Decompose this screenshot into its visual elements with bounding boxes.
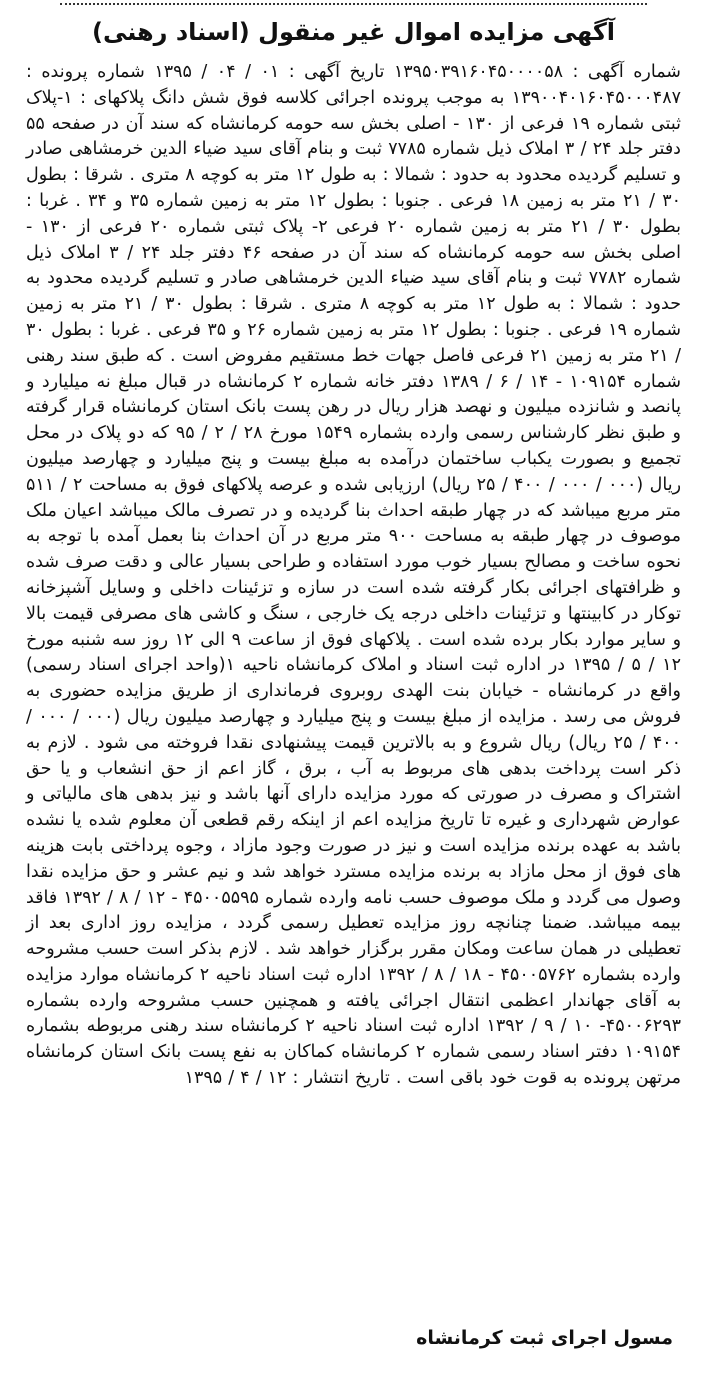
notice-body: [26, 60, 681, 1092]
signature: مسول اجرای ثبت کرمانشاه: [416, 1327, 673, 1349]
notice-paragraph: شماره آگهی : ۱۳۹۵۰۳۹۱۶۰۴۵۰۰۰۰۵۸ تاریخ آگهی : ۰۱ / ۰۴ / ۱۳۹۵ شماره پرونده : ۱۳۹۰۰۴۰۱۶۰۴۵۰۰۰۴۸۷ به موجب پرونده اجرائی کلاسه فوق شش دانگ پلاکهای : ۱-پلاک ثبتی شماره ۱۹ فرعی از ۱۳۰ - اصلی بخش سه حومه کرمانشاه که سند آن در صفحه ۵۵ دفتر جلد ۲۴ / ۳ املاک ذیل شماره ۷۷۸۵ ثبت و بنام آقای سید ضیاء الدین خرمشاهی صادر و تسلیم گردیده محدود به حدود : شمالا : به طول ۱۲ متر به کوچه ۸ متری . شرقا : بطول ۳۰ / ۲۱ متر به زمین ۱۸ فرعی . جنوبا : بطول ۱۲ متر به زمین شماره ۳۵ و ۳۴ . غربا : بطول ۳۰ / ۲۱ متر به زمین شماره ۲۰ فرعی ۲- پلاک ثبتی شماره ۲۰ فرعی از ۱۳۰ - اصلی بخش سه حومه کرمانشاه که سند آن در صفحه ۴۶ دفتر جلد ۲۴ / ۳ املاک ذیل شماره ۷۷۸۲ ثبت و بنام آقای سید ضیاء الدین خرمشاهی صادر و تسلیم گردیده محدود به حدود : شمالا : به طول ۱۲ متر به کوچه ۸ متری . شرقا : بطول ۳۰ / ۲۱ متر به زمین شماره ۱۹ فرعی . جنوبا : بطول ۱۲ متر به زمین شماره ۲۶ و ۳۵ فرعی . غربا : بطول ۳۰ / ۲۱ متر به زمین ۲۱ فرعی فاصل جهات خط مستقیم مفروض است . که طبق سند رهنی شماره ۱۰۹۱۵۴ - ۱۴ / ۶ / ۱۳۸۹ دفتر خانه شماره ۲ کرمانشاه در قبال مبلغ نه میلیارد و پانصد و شانزده میلیون و نهصد هزار ریال در رهن پست بانک استان کرمانشاه قرار گرفته و طبق نظر کارشناس رسمی وارده بشماره ۱۵۴۹ مورخ ۲۸ / ۲ / ۹۵ که دو پلاک در محل تجمیع و بصورت یکباب ساختمان درآمده به مبلغ بیست و پنج میلیارد و چهارصد میلیون ریال (۰۰۰ / ۰۰۰ / ۴۰۰ / ۲۵ ریال) ارزیابی شده و عرصه پلاکهای فوق به مساحت ۲ / ۵۱۱ متر مربع میباشد که در چهار طبقه احداث بنا گردیده و در تصرف مالک میباشد اعیان ملک موصوف در چهار طبقه به مساحت ۹۰۰ متر مربع در آن احداث بنا بعمل آمده با توجه به نحوه ساخت و مصالح بسیار خوب مورد استفاده و طراحی بسیار عالی و دقت صرف شده و ظرافتهای اجرائی بکار گرفته شده است در سازه و تزئینات داخلی و وسایل آشپزخانه توکار در کابینتها و تزئینات داخلی درجه یک خارجی ، سنگ و کاشی های مصرفی قیمت بالا و سایر موارد بکار برده شده است . پلاکهای فوق از ساعت ۹ الی ۱۲ روز سه شنبه مورخ ۱۲ / ۵ / ۱۳۹۵ در اداره ثبت اسناد و املاک کرمانشاه ناحیه ۱(واحد اجرای اسناد رسمی) واقع در کرمانشاه - خیابان بنت الهدی روبروی فرمانداری از طریق مزایده حضوری به فروش می رسد . مزایده از مبلغ بیست و پنج میلیارد و چهارصد میلیون ریال (۰۰۰ / ۰۰۰ / ۴۰۰ / ۲۵ ریال) ریال شروع و به بالاترین قیمت پیشنهادی نقدا فروخته می شود . لازم به ذکر است پرداخت بدهی های مربوط به آب ، برق ، گاز اعم از حق انشعاب و یا حق اشتراک و مصرف در صورتی که مورد مزایده دارای آنها باشد و نیز بدهی های مالیاتی و عوارض شهرداری و غیره تا تاریخ مزایده اعم از اینکه رقم قطعی آن معلوم شده یا نشده باشد به عهده برنده مزایده است و نیز در صورت وجود مازاد ، وجوه پرداختی بابت هزینه های فوق از محل مازاد به برنده مزایده مسترد خواهد شد و نیم عشر و حق مزایده نقدا وصول می گردد و ملک موصوف حسب نامه وارده شماره ۴۵۰۰۵۵۹۵ - ۱۲ / ۸ / ۱۳۹۲ فاقد بیمه میباشد. ضمنا چنانچه روز مزایده تعطیل رسمی گردد ، مزایده روز اداری بعد از تعطیلی در همان ساعت ومکان مقرر برگزار خواهد شد . لازم بذکر است حسب مشروحه وارده بشماره ۴۵۰۰۵۷۶۲ - ۱۸ / ۸ / ۱۳۹۲ اداره ثبت اسناد ناحیه ۲ کرمانشاه موارد مزایده به آقای جهاندار اعظمی انتقال اجرائی یافته و همچنین حسب مشروحه وارده بشماره ۴۵۰۰۶۲۹۳- ۱۰ / ۹ / ۱۳۹۲ اداره ثبت اسناد ناحیه ۲ کرمانشاه سند رهنی مربوطه بشماره ۱۰۹۱۵۴ دفتر اسناد رسمی شماره ۲ کرمانشاه کماکان به نفع پست بانک استان کرمانشاه مرتهن پرونده به قوت خود باقی است . تاریخ انتشار : ۱۲ / ۴ / ۱۳۹۵: [26, 62, 682, 1089]
notice-title: آگهی مزایده اموال غیر منقول (اسناد رهنی): [91, 18, 616, 46]
top-dotted-rule: [60, 3, 647, 5]
